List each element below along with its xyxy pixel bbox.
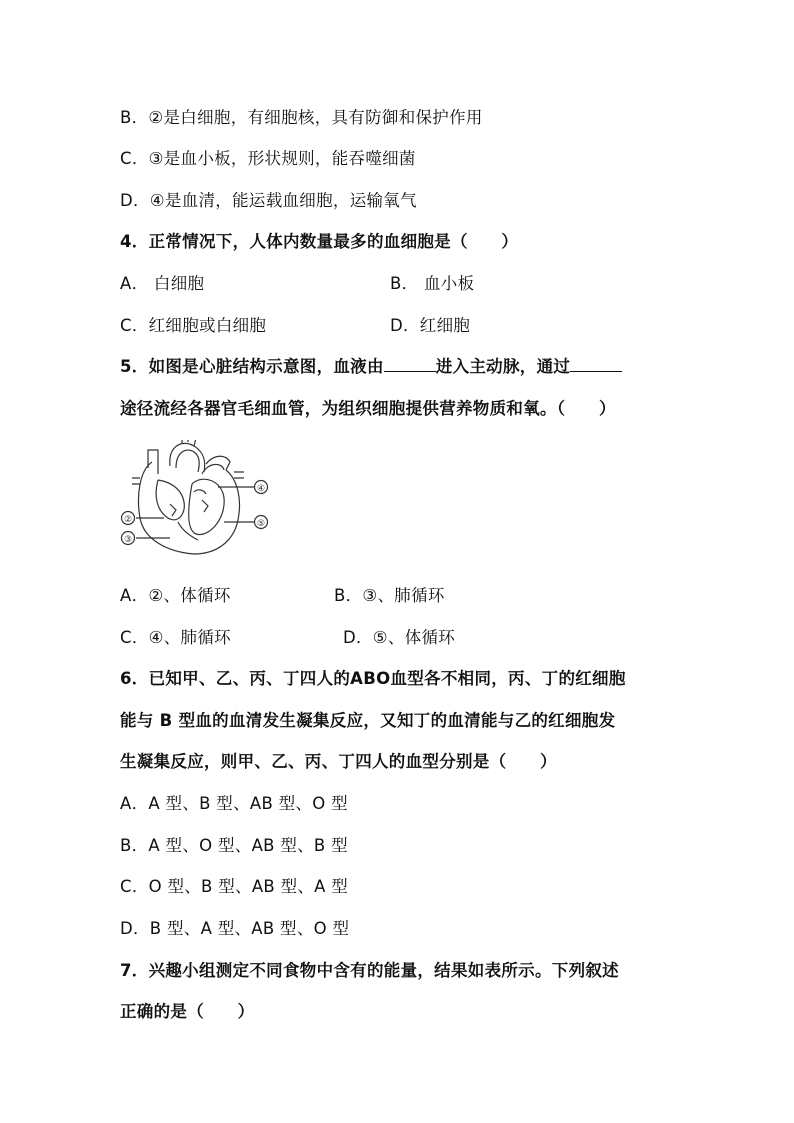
q5-stem-line2: 途径流经各器官毛细血管，为组织细胞提供营养物质和氧。（ ） xyxy=(120,399,616,418)
q4-option-b: B． 血小板 xyxy=(390,274,475,293)
heart-label-3: ③ xyxy=(123,535,133,545)
q6-stem-line3: 生凝集反应，则甲、乙、丙、丁四人的血型分别是（ ） xyxy=(120,752,557,771)
q4-option-d: D．红细胞 xyxy=(390,316,471,335)
q4-option-a: A． 白细胞 xyxy=(120,274,205,293)
q5-blank-1 xyxy=(384,356,436,372)
q6-stem-line2: 能与 B 型血的血清发生凝集反应，又知丁的血清能与乙的红细胞发 xyxy=(120,711,616,730)
q6-option-c: C．O 型、B 型、AB 型、A 型 xyxy=(120,877,349,896)
q5-stem-part1: 5．如图是心脏结构示意图，血液由 xyxy=(120,357,384,376)
q5-option-d: D．⑤、体循环 xyxy=(343,628,456,647)
q5-stem-part2: 进入主动脉，通过 xyxy=(435,357,571,376)
heart-structure-diagram xyxy=(118,440,276,558)
q5-option-a: A．②、体循环 xyxy=(120,586,231,605)
q7-stem-line1: 7．兴趣小组测定不同食物中含有的能量，结果如表所示。下列叙述 xyxy=(120,961,619,980)
q5-stem-line1 xyxy=(120,356,622,378)
q4-stem: 4．正常情况下，人体内数量最多的血细胞是（ ） xyxy=(120,232,519,251)
q5-blank-2 xyxy=(570,356,622,372)
q6-option-b: B．A 型、O 型、AB 型、B 型 xyxy=(120,836,348,855)
heart-label-4: ④ xyxy=(256,484,266,494)
q6-option-d: D．B 型、A 型、AB 型、O 型 xyxy=(120,919,350,938)
q5-option-c: C．④、肺循环 xyxy=(120,628,231,647)
q6-option-a: A．A 型、B 型、AB 型、O 型 xyxy=(120,794,348,813)
heart-label-5: ⑤ xyxy=(256,519,266,529)
q7-stem-line2: 正确的是（ ） xyxy=(120,1002,255,1021)
q3-option-d: D．④是血清，能运载血细胞，运输氧气 xyxy=(120,191,417,210)
heart-label-2: ② xyxy=(123,515,133,525)
q3-option-c: C．③是血小板，形状规则，能吞噬细菌 xyxy=(120,149,416,168)
q4-option-c: C．红细胞或白细胞 xyxy=(120,316,267,335)
q5-option-b: B．③、肺循环 xyxy=(334,586,445,605)
q6-stem-line1: 6．已知甲、乙、丙、丁四人的ABO血型各不相同，丙、丁的红细胞 xyxy=(120,669,626,688)
q3-option-b: B．②是白细胞，有细胞核，具有防御和保护作用 xyxy=(120,108,483,127)
